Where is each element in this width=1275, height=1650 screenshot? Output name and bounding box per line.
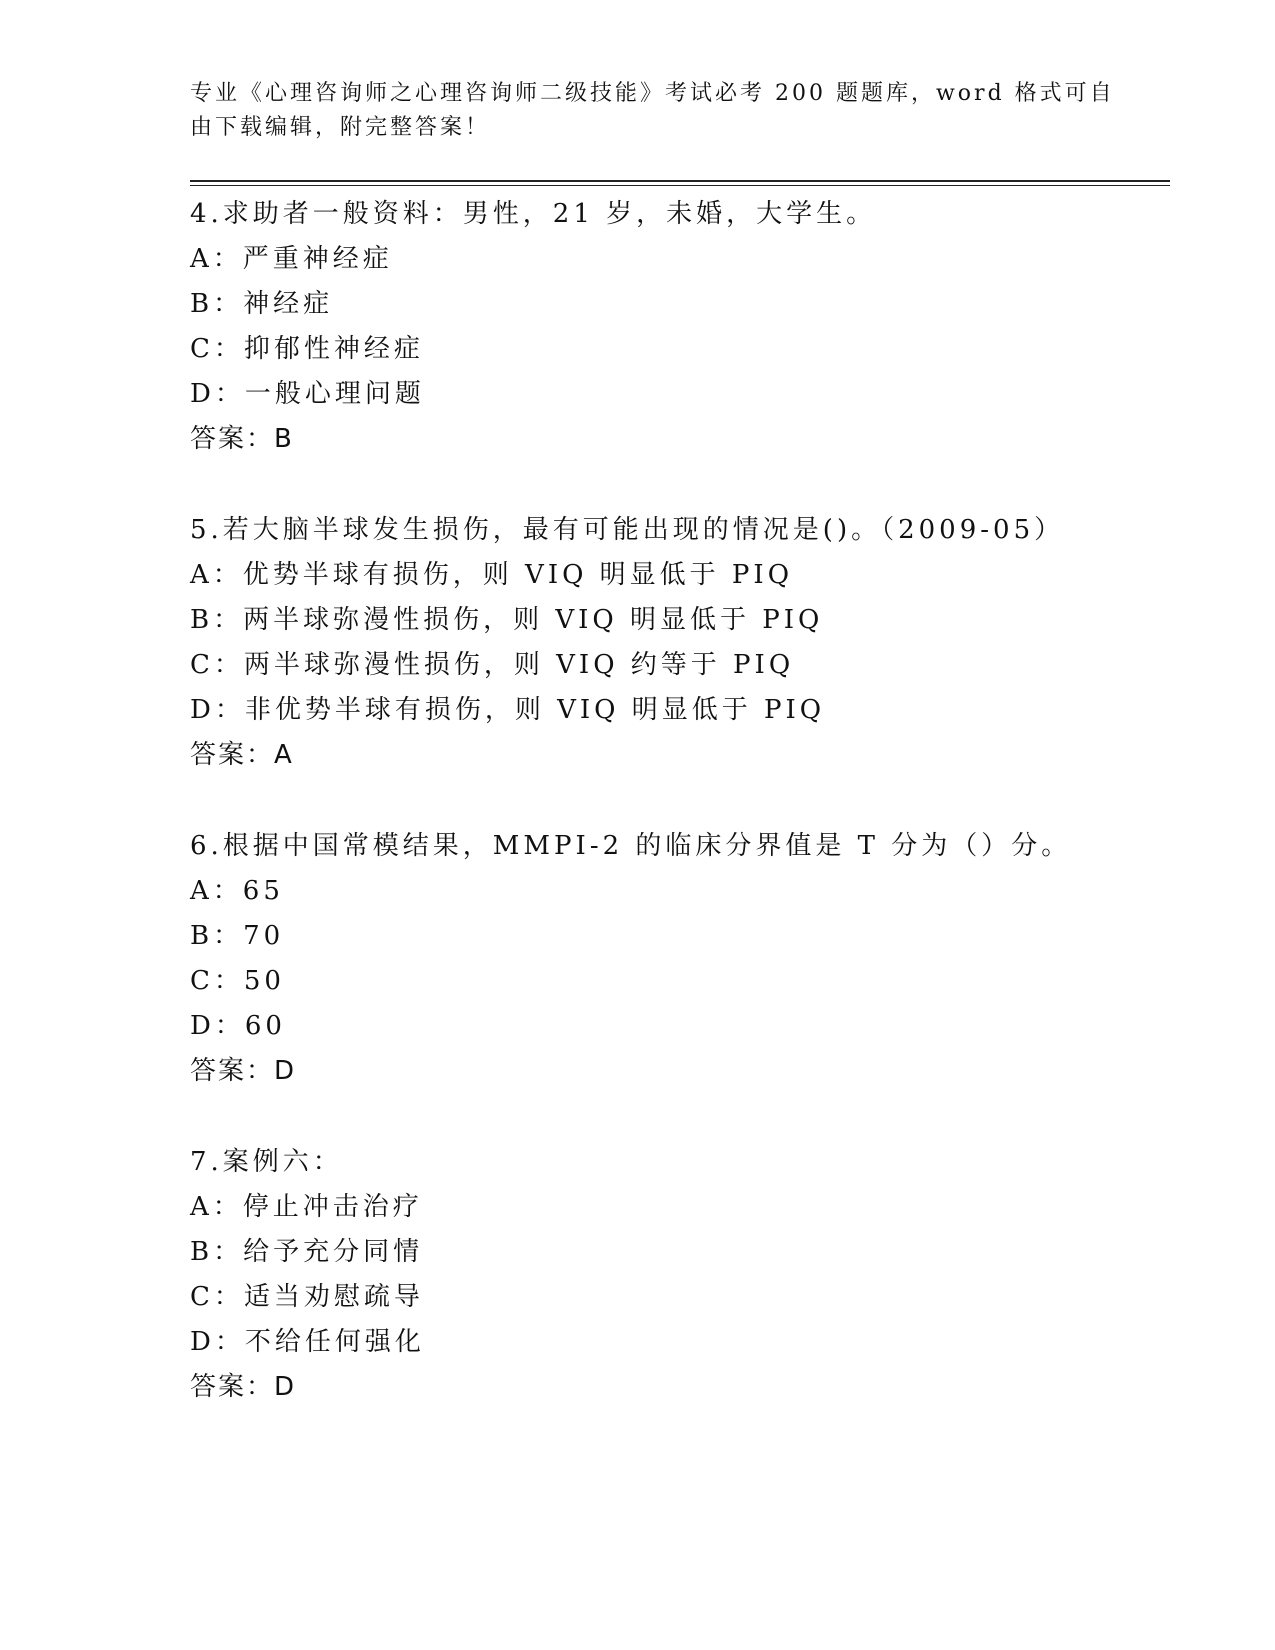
- option-c: C：两半球弥漫性损伤，则 VIQ 约等于 PIQ: [190, 650, 795, 680]
- question-stem: 6.根据中国常模结果，MMPI-2 的临床分界值是 T 分为（）分。: [190, 831, 1072, 861]
- answer-line: 答案：D: [190, 1372, 297, 1402]
- header-line-1: 专业《心理咨询师之心理咨询师二级技能》考试必考 200 题题库，word 格式可自: [190, 81, 1115, 106]
- option-c: C：抑郁性神经症: [190, 334, 424, 364]
- option-a: A：优势半球有损伤，则 VIQ 明显低于 PIQ: [190, 560, 794, 590]
- question-stem: 7.案例六：: [190, 1147, 343, 1177]
- answer-line: 答案：A: [190, 740, 294, 770]
- answer-line: 答案：B: [190, 424, 294, 454]
- header-divider-thin: [190, 185, 1170, 186]
- header-divider-thick: [190, 180, 1170, 182]
- option-c: C：50: [190, 966, 285, 996]
- option-d: D：不给任何强化: [190, 1327, 425, 1357]
- question-stem: 5.若大脑半球发生损伤，最有可能出现的情况是()。（2009-05）: [190, 515, 1065, 545]
- option-a: A：停止冲击治疗: [190, 1192, 423, 1222]
- option-d: D：非优势半球有损伤，则 VIQ 明显低于 PIQ: [190, 695, 826, 725]
- option-b: B：给予充分同情: [190, 1237, 424, 1267]
- option-c: C：适当劝慰疏导: [190, 1282, 424, 1312]
- option-d: D：一般心理问题: [190, 379, 425, 409]
- option-a: A：65: [190, 876, 284, 906]
- answer-line: 答案：D: [190, 1056, 297, 1086]
- option-b: B：神经症: [190, 289, 334, 319]
- question-stem: 4.求助者一般资料：男性，21 岁，未婚，大学生。: [190, 199, 877, 229]
- option-a: A：严重神经症: [190, 244, 393, 274]
- option-b: B：70: [190, 921, 285, 951]
- header-line-2: 由下载编辑，附完整答案！: [190, 115, 491, 140]
- option-d: D：60: [190, 1011, 286, 1041]
- option-b: B：两半球弥漫性损伤，则 VIQ 明显低于 PIQ: [190, 605, 824, 635]
